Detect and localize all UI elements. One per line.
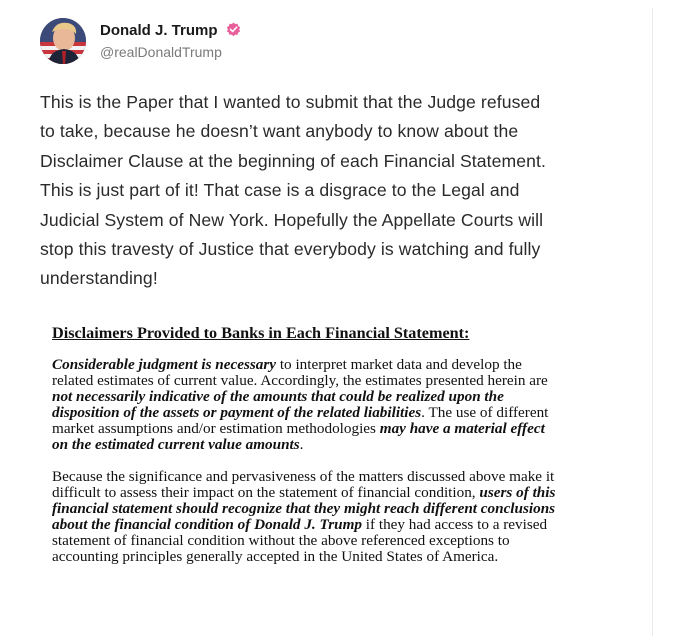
post-text-line: This is just part of it! That case is a disgrace to the Legal and [40, 180, 520, 201]
document-line: not necessarily indicative of the amounts that could be realized upon the [52, 388, 504, 406]
author-handle[interactable]: @realDonaldTrump [100, 44, 222, 60]
document-line: financial statement should recognize that they might reach different conclusions [52, 499, 556, 517]
post-text-line: This is the Paper that I wanted to submit that the Judge refused [40, 92, 541, 112]
post-card [18, 8, 653, 636]
document-paragraph-1 [52, 357, 652, 454]
document-line: Considerable judgment is necessary to interpret market data and develop the [52, 356, 522, 373]
document-line: Because the significance and pervasiveness of the matters discussed above make it [52, 467, 555, 485]
post-body-text [40, 88, 650, 294]
post-header [40, 16, 440, 68]
document-line: market assumptions and/or estimation methodologies may have a material effect [52, 420, 545, 438]
author-avatar[interactable] [40, 18, 86, 64]
author-name[interactable] [100, 22, 241, 39]
post-text-line: Judicial System of New York. Hopefully the Appellate Courts will [40, 209, 544, 230]
document-line: statement of financial condition without the above referenced exceptions to [52, 531, 510, 549]
document-line: about the financial condition of Donald J. Trump if they had access to a revised [52, 515, 548, 533]
avatar-image [40, 18, 86, 64]
document-paragraph-2 [52, 469, 652, 566]
post-text-line: stop this travesty of Justice that everybody is watching and fully [40, 239, 541, 260]
attached-document-image[interactable] [52, 324, 652, 565]
document-line: difficult to assess their impact on the statement of financial condition, users of this [52, 483, 556, 501]
post-text-line: Disclaimer Clause at the beginning of each Financial Statement. [40, 150, 547, 171]
verified-badge-icon [226, 22, 241, 37]
post-text-line: understanding! [40, 268, 158, 289]
document-line: disposition of the assets or payment of the related liabilities. The use of different [52, 404, 549, 422]
document-line: on the estimated current value amounts. [52, 436, 304, 454]
post-text-line: to take, because he doesn’t want anybody to know about the [40, 121, 519, 142]
document-line: accounting principles generally accepted in the United States of America. [52, 548, 499, 566]
author-name-text: Donald J. Trump [100, 22, 218, 39]
document-heading: Disclaimers Provided to Banks in Each Financial Statement: [52, 324, 470, 342]
document-line: related estimates of current value. Accordingly, the estimates presented herein are [52, 372, 548, 390]
